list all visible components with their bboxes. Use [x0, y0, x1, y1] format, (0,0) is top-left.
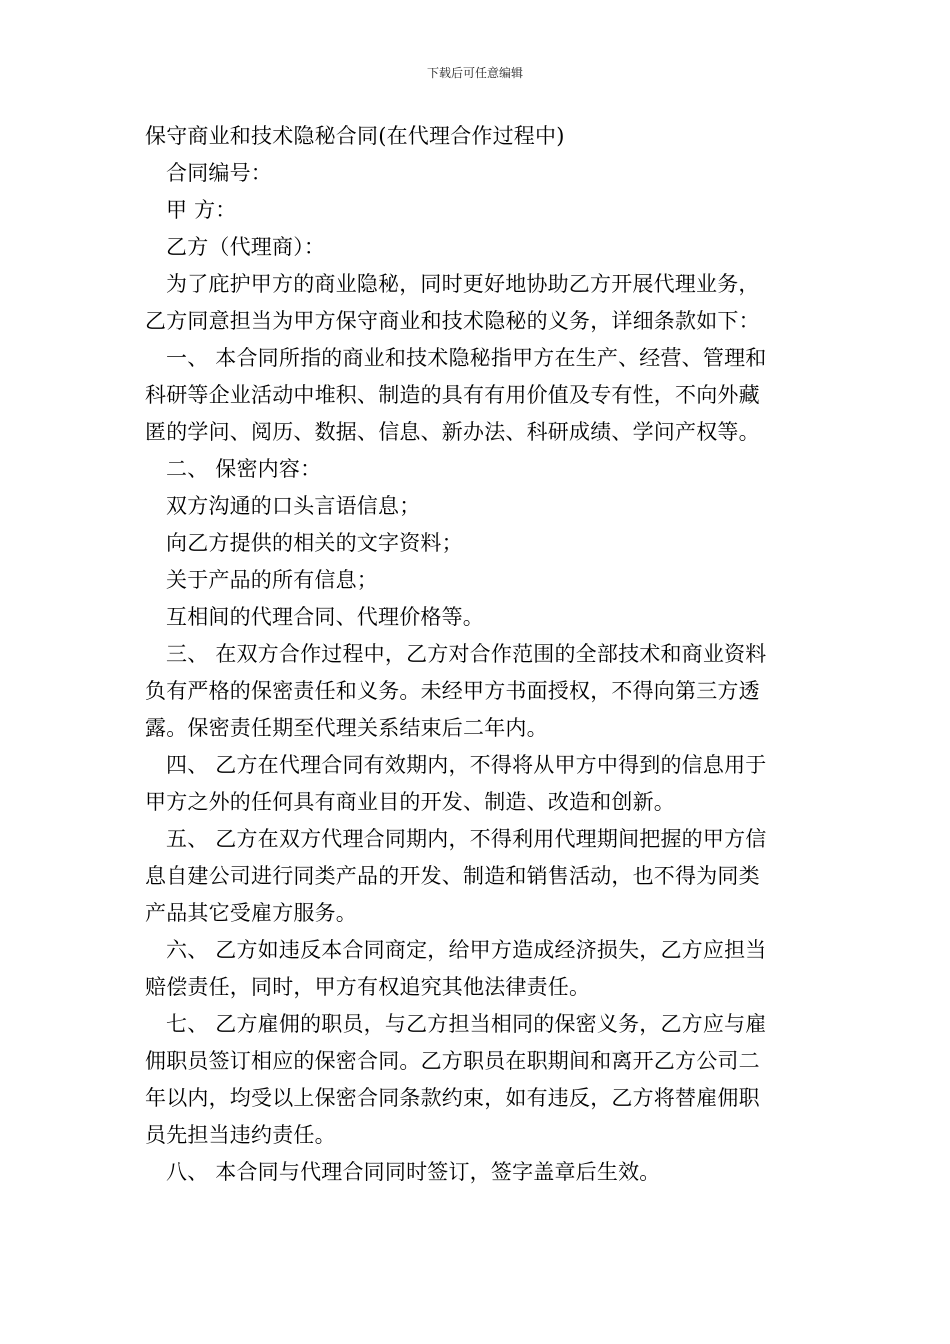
paragraph-line: 息自建公司进行同类产品的开发、制造和销售活动，也不得为同类 [145, 864, 760, 888]
paragraph-line: 赔偿责任，同时，甲方有权追究其他法律责任。 [145, 975, 591, 999]
paragraph-line: 佣职员签订相应的保密合同。乙方职员在职期间和离开乙方公司二 [145, 1049, 760, 1073]
clause-7-line: 七、 乙方雇佣的职员，与乙方担当相同的保密义务，乙方应与雇 [166, 1012, 767, 1036]
clause-6-line: 六、 乙方如违反本合同商定，给甲方造成经济损失，乙方应担当 [166, 938, 767, 962]
page-header-note: 下载后可任意编辑 [426, 66, 523, 80]
party-b-line: 乙方（代理商）： [166, 235, 326, 259]
clause-8-line: 八、 本合同与代理合同同时签订，签字盖章后生效。 [166, 1160, 661, 1184]
paragraph-line: 员先担当违约责任。 [145, 1123, 336, 1147]
clause-4-line: 四、 乙方在代理合同有效期内，不得将从甲方中得到的信息用于 [166, 753, 767, 777]
paragraph-line: 甲方之外的任何具有商业目的开发、制造、改造和创新。 [145, 790, 675, 814]
clause-2-line: 二、 保密内容： [166, 457, 322, 481]
paragraph-line: 科研等企业活动中堆积、制造的具有有用价值及专有性，不向外藏 [145, 383, 760, 407]
paragraph-line: 为了庇护甲方的商业隐秘，同时更好地协助乙方开展代理业务， [166, 272, 760, 296]
contract-number-line: 合同编号： [166, 161, 272, 185]
paragraph-line: 乙方同意担当为甲方保守商业和技术隐秘的义务，详细条款如下： [145, 309, 760, 333]
paragraph-line: 产品其它受雇方服务。 [145, 901, 357, 925]
document-body [145, 118, 809, 1191]
list-item: 向乙方提供的相关的文字资料； [166, 531, 463, 555]
paragraph-line: 露。保密责任期至代理关系结束后二年内。 [145, 716, 548, 740]
paragraph-line: 匿的学问、阅历、数据、信息、新办法、科研成绩、学问产权等。 [145, 420, 760, 444]
list-item: 关于产品的所有信息； [166, 568, 378, 592]
document-title: 保守商业和技术隐秘合同(在代理合作过程中) [145, 124, 565, 148]
list-item: 互相间的代理合同、代理价格等。 [166, 605, 484, 629]
clause-5-line: 五、 乙方在双方代理合同期内，不得利用代理期间把握的甲方信 [166, 827, 767, 851]
paragraph-line: 负有严格的保密责任和义务。未经甲方书面授权，不得向第三方透 [145, 679, 760, 703]
paragraph-line: 年以内，均受以上保密合同条款约束，如有违反，乙方将替雇佣职 [145, 1086, 760, 1110]
clause-1-line: 一、 本合同所指的商业和技术隐秘指甲方在生产、经营、管理和 [166, 346, 767, 370]
clause-3-line: 三、 在双方合作过程中，乙方对合作范围的全部技术和商业资料 [166, 642, 767, 666]
list-item: 双方沟通的口头言语信息； [166, 494, 421, 518]
party-a-line: 甲 方： [166, 198, 237, 222]
